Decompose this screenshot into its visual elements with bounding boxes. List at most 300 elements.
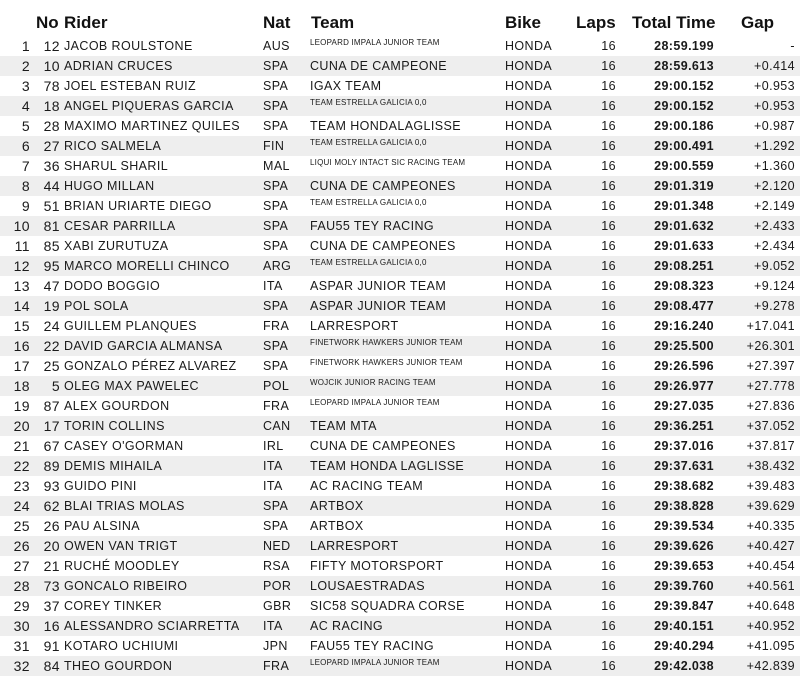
rider-name-cell: GONCALO RIBEIRO	[64, 579, 188, 593]
position-cell: 17	[13, 358, 30, 374]
rider-number-cell: 44	[43, 178, 60, 194]
position-cell: 7	[21, 158, 30, 174]
nationality-cell: FRA	[263, 319, 290, 333]
bike-cell: HONDA	[505, 259, 553, 273]
rider-number-cell: 19	[43, 298, 60, 314]
total-time-cell: 28:59.613	[654, 59, 714, 73]
position-cell: 1	[21, 38, 30, 54]
table-row	[0, 536, 800, 556]
gap-cell: +40.561	[746, 579, 795, 593]
rider-number-cell: 10	[43, 58, 60, 74]
rider-name-cell: GONZALO PÉREZ ALVAREZ	[64, 359, 237, 373]
rider-number-cell: 26	[43, 518, 60, 534]
bike-cell: HONDA	[505, 479, 553, 493]
team-cell: ASPAR JUNIOR TEAM	[310, 279, 447, 293]
rider-name-cell: XABI ZURUTUZA	[64, 239, 169, 253]
bike-cell: HONDA	[505, 619, 553, 633]
rider-name-cell: MAXIMO MARTINEZ QUILES	[64, 119, 240, 133]
table-row	[0, 156, 800, 176]
bike-cell: HONDA	[505, 159, 553, 173]
gap-cell: +9.278	[754, 299, 795, 313]
total-time-cell: 29:26.977	[654, 379, 714, 393]
nationality-cell: ITA	[263, 279, 283, 293]
total-time-cell: 29:26.596	[654, 359, 714, 373]
laps-cell: 16	[601, 299, 616, 313]
position-cell: 10	[13, 218, 30, 234]
position-cell: 22	[13, 458, 30, 474]
laps-cell: 16	[601, 239, 616, 253]
bike-cell: HONDA	[505, 499, 553, 513]
gap-cell: +41.095	[746, 639, 795, 653]
table-row	[0, 236, 800, 256]
rider-number-cell: 24	[43, 318, 60, 334]
table-row	[0, 376, 800, 396]
team-cell: TEAM HONDA LAGLISSE	[310, 459, 465, 473]
rider-name-cell: CESAR PARRILLA	[64, 219, 176, 233]
gap-cell: +38.432	[746, 459, 795, 473]
laps-cell: 16	[601, 419, 616, 433]
rider-number-cell: 28	[43, 118, 60, 134]
rider-name-cell: PAU ALSINA	[64, 519, 141, 533]
rider-number-cell: 93	[43, 478, 60, 494]
gap-cell: +9.052	[754, 259, 795, 273]
nationality-cell: GBR	[263, 599, 292, 613]
gap-cell: +17.041	[746, 319, 795, 333]
laps-cell: 16	[601, 99, 616, 113]
table-row	[0, 56, 800, 76]
gap-cell: +0.414	[754, 59, 795, 73]
total-time-cell: 29:39.760	[654, 579, 714, 593]
bike-cell: HONDA	[505, 219, 553, 233]
bike-cell: HONDA	[505, 279, 553, 293]
team-cell: SIC58 SQUADRA CORSE	[310, 599, 465, 613]
team-cell: ASPAR JUNIOR TEAM	[310, 299, 447, 313]
total-time-cell: 29:08.477	[654, 299, 714, 313]
position-cell: 31	[13, 638, 30, 654]
team-cell: LARRESPORT	[310, 539, 399, 553]
laps-cell: 16	[601, 59, 616, 73]
rider-number-cell: 85	[43, 238, 60, 254]
table-row	[0, 556, 800, 576]
gap-cell: -	[790, 39, 795, 53]
rider-name-cell: ALEX GOURDON	[64, 399, 170, 413]
rider-name-cell: CASEY O'GORMAN	[64, 439, 184, 453]
header-gap: Gap	[741, 13, 775, 32]
team-cell: ARTBOX	[310, 499, 364, 513]
team-cell: ARTBOX	[310, 519, 364, 533]
gap-cell: +40.335	[746, 519, 795, 533]
table-row	[0, 116, 800, 136]
gap-cell: +1.360	[754, 159, 795, 173]
team-cell: TEAM ESTRELLA GALICIA 0,0	[310, 258, 427, 267]
team-cell: FINETWORK HAWKERS JUNIOR TEAM	[310, 358, 463, 367]
rider-name-cell: HUGO MILLAN	[64, 179, 155, 193]
nationality-cell: RSA	[263, 559, 290, 573]
bike-cell: HONDA	[505, 199, 553, 213]
bike-cell: HONDA	[505, 379, 553, 393]
team-cell: LARRESPORT	[310, 319, 399, 333]
total-time-cell: 29:38.682	[654, 479, 714, 493]
total-time-cell: 29:01.633	[654, 239, 714, 253]
nationality-cell: SPA	[263, 79, 289, 93]
laps-cell: 16	[601, 639, 616, 653]
position-cell: 12	[13, 258, 30, 274]
nationality-cell: SPA	[263, 59, 289, 73]
nationality-cell: FRA	[263, 659, 290, 673]
nationality-cell: SPA	[263, 359, 289, 373]
bike-cell: HONDA	[505, 459, 553, 473]
table-row	[0, 176, 800, 196]
nationality-cell: AUS	[263, 39, 290, 53]
rider-name-cell: DODO BOGGIO	[64, 279, 161, 293]
header-team: Team	[311, 13, 355, 32]
rider-name-cell: ALESSANDRO SCIARRETTA	[64, 619, 240, 633]
rider-name-cell: OLEG MAX PAWELEC	[64, 379, 199, 393]
rider-name-cell: JACOB ROULSTONE	[64, 39, 193, 53]
rider-name-cell: JOEL ESTEBAN RUIZ	[64, 79, 197, 93]
rider-number-cell: 73	[43, 578, 60, 594]
team-cell: CUNA DE CAMPEONES	[310, 179, 456, 193]
total-time-cell: 29:01.348	[654, 199, 714, 213]
nationality-cell: SPA	[263, 339, 289, 353]
laps-cell: 16	[601, 199, 616, 213]
laps-cell: 16	[601, 399, 616, 413]
table-row	[0, 196, 800, 216]
total-time-cell: 29:00.152	[654, 99, 714, 113]
gap-cell: +26.301	[746, 339, 795, 353]
total-time-cell: 29:01.319	[654, 179, 714, 193]
position-cell: 4	[21, 98, 30, 114]
rider-name-cell: DAVID GARCIA ALMANSA	[64, 339, 223, 353]
laps-cell: 16	[601, 619, 616, 633]
bike-cell: HONDA	[505, 339, 553, 353]
rider-name-cell: THEO GOURDON	[64, 659, 173, 673]
total-time-cell: 29:27.035	[654, 399, 714, 413]
nationality-cell: SPA	[263, 99, 289, 113]
rider-number-cell: 36	[43, 158, 60, 174]
laps-cell: 16	[601, 519, 616, 533]
table-row	[0, 456, 800, 476]
gap-cell: +27.836	[746, 399, 795, 413]
rider-name-cell: POL SOLA	[64, 299, 129, 313]
nationality-cell: SPA	[263, 199, 289, 213]
bike-cell: HONDA	[505, 319, 553, 333]
table-row	[0, 296, 800, 316]
laps-cell: 16	[601, 499, 616, 513]
table-row	[0, 656, 800, 676]
laps-cell: 16	[601, 179, 616, 193]
table-row	[0, 616, 800, 636]
rider-number-cell: 37	[43, 598, 60, 614]
position-cell: 26	[13, 538, 30, 554]
gap-cell: +42.839	[746, 659, 795, 673]
bike-cell: HONDA	[505, 659, 553, 673]
nationality-cell: SPA	[263, 179, 289, 193]
nationality-cell: SPA	[263, 239, 289, 253]
rider-number-cell: 16	[43, 618, 60, 634]
rider-number-cell: 67	[43, 438, 60, 454]
rider-name-cell: BRIAN URIARTE DIEGO	[64, 199, 212, 213]
laps-cell: 16	[601, 139, 616, 153]
bike-cell: HONDA	[505, 239, 553, 253]
table-row	[0, 416, 800, 436]
rider-number-cell: 18	[43, 98, 60, 114]
bike-cell: HONDA	[505, 439, 553, 453]
table-row	[0, 436, 800, 456]
laps-cell: 16	[601, 119, 616, 133]
gap-cell: +2.149	[754, 199, 795, 213]
header-laps: Laps	[576, 13, 616, 32]
rider-number-cell: 22	[43, 338, 60, 354]
gap-cell: +2.120	[754, 179, 795, 193]
team-cell: LEOPARD IMPALA JUNIOR TEAM	[310, 398, 440, 407]
team-cell: TEAM HONDALAGLISSE	[310, 119, 461, 133]
rider-name-cell: OWEN VAN TRIGT	[64, 539, 178, 553]
position-cell: 30	[13, 618, 30, 634]
gap-cell: +40.648	[746, 599, 795, 613]
nationality-cell: FIN	[263, 139, 285, 153]
laps-cell: 16	[601, 439, 616, 453]
nationality-cell: SPA	[263, 299, 289, 313]
gap-cell: +37.052	[746, 419, 795, 433]
table-row	[0, 136, 800, 156]
total-time-cell: 29:00.152	[654, 79, 714, 93]
laps-cell: 16	[601, 659, 616, 673]
rider-name-cell: SHARUL SHARIL	[64, 159, 169, 173]
team-cell: TEAM ESTRELLA GALICIA 0,0	[310, 138, 427, 147]
team-cell: AC RACING	[310, 619, 384, 633]
table-row	[0, 396, 800, 416]
rider-number-cell: 27	[43, 138, 60, 154]
team-cell: CUNA DE CAMPEONES	[310, 239, 456, 253]
header-nat: Nat	[263, 13, 291, 32]
table-row	[0, 356, 800, 376]
team-cell: CUNA DE CAMPEONE	[310, 59, 447, 73]
bike-cell: HONDA	[505, 559, 553, 573]
team-cell: FIFTY MOTORSPORT	[310, 559, 444, 573]
total-time-cell: 29:00.186	[654, 119, 714, 133]
team-cell: AC RACING TEAM	[310, 479, 424, 493]
total-time-cell: 29:42.038	[654, 659, 714, 673]
rider-number-cell: 81	[43, 218, 60, 234]
laps-cell: 16	[601, 379, 616, 393]
laps-cell: 16	[601, 579, 616, 593]
nationality-cell: ITA	[263, 619, 283, 633]
bike-cell: HONDA	[505, 639, 553, 653]
team-cell: CUNA DE CAMPEONES	[310, 439, 456, 453]
total-time-cell: 29:40.294	[654, 639, 714, 653]
nationality-cell: ITA	[263, 459, 283, 473]
nationality-cell: ARG	[263, 259, 292, 273]
table-row	[0, 516, 800, 536]
table-row	[0, 576, 800, 596]
laps-cell: 16	[601, 459, 616, 473]
total-time-cell: 29:39.534	[654, 519, 714, 533]
bike-cell: HONDA	[505, 359, 553, 373]
rider-number-cell: 91	[43, 638, 60, 654]
gap-cell: +39.483	[746, 479, 795, 493]
nationality-cell: FRA	[263, 399, 290, 413]
position-cell: 25	[13, 518, 30, 534]
rider-number-cell: 5	[51, 378, 60, 394]
gap-cell: +40.427	[746, 539, 795, 553]
gap-cell: +40.454	[746, 559, 795, 573]
position-cell: 20	[13, 418, 30, 434]
team-cell: FAU55 TEY RACING	[310, 639, 435, 653]
team-cell: WOJCIK JUNIOR RACING TEAM	[310, 378, 436, 387]
rider-name-cell: RUCHÉ MOODLEY	[64, 559, 180, 573]
bike-cell: HONDA	[505, 399, 553, 413]
position-cell: 14	[13, 298, 30, 314]
total-time-cell: 29:00.559	[654, 159, 714, 173]
team-cell: TEAM MTA	[310, 419, 377, 433]
position-cell: 9	[21, 198, 30, 214]
gap-cell: +27.778	[746, 379, 795, 393]
laps-cell: 16	[601, 339, 616, 353]
laps-cell: 16	[601, 159, 616, 173]
position-cell: 6	[21, 138, 30, 154]
total-time-cell: 29:25.500	[654, 339, 714, 353]
team-cell: FAU55 TEY RACING	[310, 219, 435, 233]
nationality-cell: SPA	[263, 119, 289, 133]
table-row	[0, 336, 800, 356]
team-cell: LOUSAESTRADAS	[310, 579, 425, 593]
rider-name-cell: GUILLEM PLANQUES	[64, 319, 197, 333]
rider-number-cell: 87	[43, 398, 60, 414]
bike-cell: HONDA	[505, 139, 553, 153]
laps-cell: 16	[601, 219, 616, 233]
table-row	[0, 276, 800, 296]
position-cell: 29	[13, 598, 30, 614]
gap-cell: +39.629	[746, 499, 795, 513]
nationality-cell: SPA	[263, 499, 289, 513]
rider-number-cell: 47	[43, 278, 60, 294]
gap-cell: +40.952	[746, 619, 795, 633]
rider-name-cell: MARCO MORELLI CHINCO	[64, 259, 230, 273]
nationality-cell: POL	[263, 379, 290, 393]
position-cell: 16	[13, 338, 30, 354]
team-cell: LEOPARD IMPALA JUNIOR TEAM	[310, 38, 440, 47]
bike-cell: HONDA	[505, 519, 553, 533]
rider-name-cell: GUIDO PINI	[64, 479, 137, 493]
table-row	[0, 96, 800, 116]
table-row	[0, 476, 800, 496]
rider-number-cell: 25	[43, 358, 60, 374]
total-time-cell: 29:36.251	[654, 419, 714, 433]
header-no: No	[36, 13, 59, 32]
rider-number-cell: 51	[43, 198, 60, 214]
table-row	[0, 216, 800, 236]
laps-cell: 16	[601, 599, 616, 613]
header-bike: Bike	[505, 13, 541, 32]
table-row	[0, 36, 800, 56]
rider-name-cell: KOTARO UCHIUMI	[64, 639, 179, 653]
gap-cell: +27.397	[746, 359, 795, 373]
table-row	[0, 596, 800, 616]
position-cell: 15	[13, 318, 30, 334]
laps-cell: 16	[601, 539, 616, 553]
gap-cell: +9.124	[754, 279, 795, 293]
bike-cell: HONDA	[505, 119, 553, 133]
laps-cell: 16	[601, 319, 616, 333]
bike-cell: HONDA	[505, 579, 553, 593]
bike-cell: HONDA	[505, 99, 553, 113]
laps-cell: 16	[601, 559, 616, 573]
team-cell: IGAX TEAM	[310, 79, 382, 93]
rider-number-cell: 20	[43, 538, 60, 554]
rider-name-cell: ADRIAN CRUCES	[64, 59, 173, 73]
bike-cell: HONDA	[505, 59, 553, 73]
table-row	[0, 256, 800, 276]
nationality-cell: NED	[263, 539, 291, 553]
total-time-cell: 29:38.828	[654, 499, 714, 513]
total-time-cell: 29:39.653	[654, 559, 714, 573]
total-time-cell: 29:39.626	[654, 539, 714, 553]
laps-cell: 16	[601, 279, 616, 293]
bike-cell: HONDA	[505, 599, 553, 613]
position-cell: 2	[21, 58, 30, 74]
position-cell: 32	[13, 658, 30, 674]
bike-cell: HONDA	[505, 39, 553, 53]
table-row	[0, 496, 800, 516]
nationality-cell: IRL	[263, 439, 284, 453]
position-cell: 8	[21, 178, 30, 194]
team-cell: TEAM ESTRELLA GALICIA 0,0	[310, 98, 427, 107]
team-cell: LEOPARD IMPALA JUNIOR TEAM	[310, 658, 440, 667]
nationality-cell: CAN	[263, 419, 291, 433]
laps-cell: 16	[601, 79, 616, 93]
total-time-cell: 29:37.016	[654, 439, 714, 453]
rider-name-cell: COREY TINKER	[64, 599, 163, 613]
rider-number-cell: 17	[43, 418, 60, 434]
rider-name-cell: DEMIS MIHAILA	[64, 459, 163, 473]
gap-cell: +1.292	[754, 139, 795, 153]
laps-cell: 16	[601, 479, 616, 493]
team-cell: FINETWORK HAWKERS JUNIOR TEAM	[310, 338, 463, 347]
total-time-cell: 28:59.199	[654, 39, 714, 53]
header-total-time: Total Time	[632, 13, 716, 32]
laps-cell: 16	[601, 359, 616, 373]
gap-cell: +0.953	[754, 99, 795, 113]
position-cell: 23	[13, 478, 30, 494]
laps-cell: 16	[601, 259, 616, 273]
gap-cell: +0.953	[754, 79, 795, 93]
header-rider: Rider	[64, 13, 108, 32]
total-time-cell: 29:40.151	[654, 619, 714, 633]
bike-cell: HONDA	[505, 299, 553, 313]
nationality-cell: MAL	[263, 159, 290, 173]
position-cell: 24	[13, 498, 30, 514]
rider-number-cell: 62	[43, 498, 60, 514]
team-cell: TEAM ESTRELLA GALICIA 0,0	[310, 198, 427, 207]
results-table-header	[0, 0, 800, 36]
rider-name-cell: RICO SALMELA	[64, 139, 162, 153]
position-cell: 13	[13, 278, 30, 294]
position-cell: 19	[13, 398, 30, 414]
position-cell: 5	[21, 118, 30, 134]
team-cell: LIQUI MOLY INTACT SIC RACING TEAM	[310, 158, 466, 167]
nationality-cell: SPA	[263, 219, 289, 233]
rider-number-cell: 21	[43, 558, 60, 574]
rider-number-cell: 12	[43, 38, 60, 54]
total-time-cell: 29:37.631	[654, 459, 714, 473]
rider-number-cell: 78	[43, 78, 60, 94]
rider-number-cell: 89	[43, 458, 60, 474]
table-row	[0, 76, 800, 96]
total-time-cell: 29:08.323	[654, 279, 714, 293]
position-cell: 28	[13, 578, 30, 594]
rider-name-cell: ANGEL PIQUERAS GARCIA	[64, 99, 234, 113]
